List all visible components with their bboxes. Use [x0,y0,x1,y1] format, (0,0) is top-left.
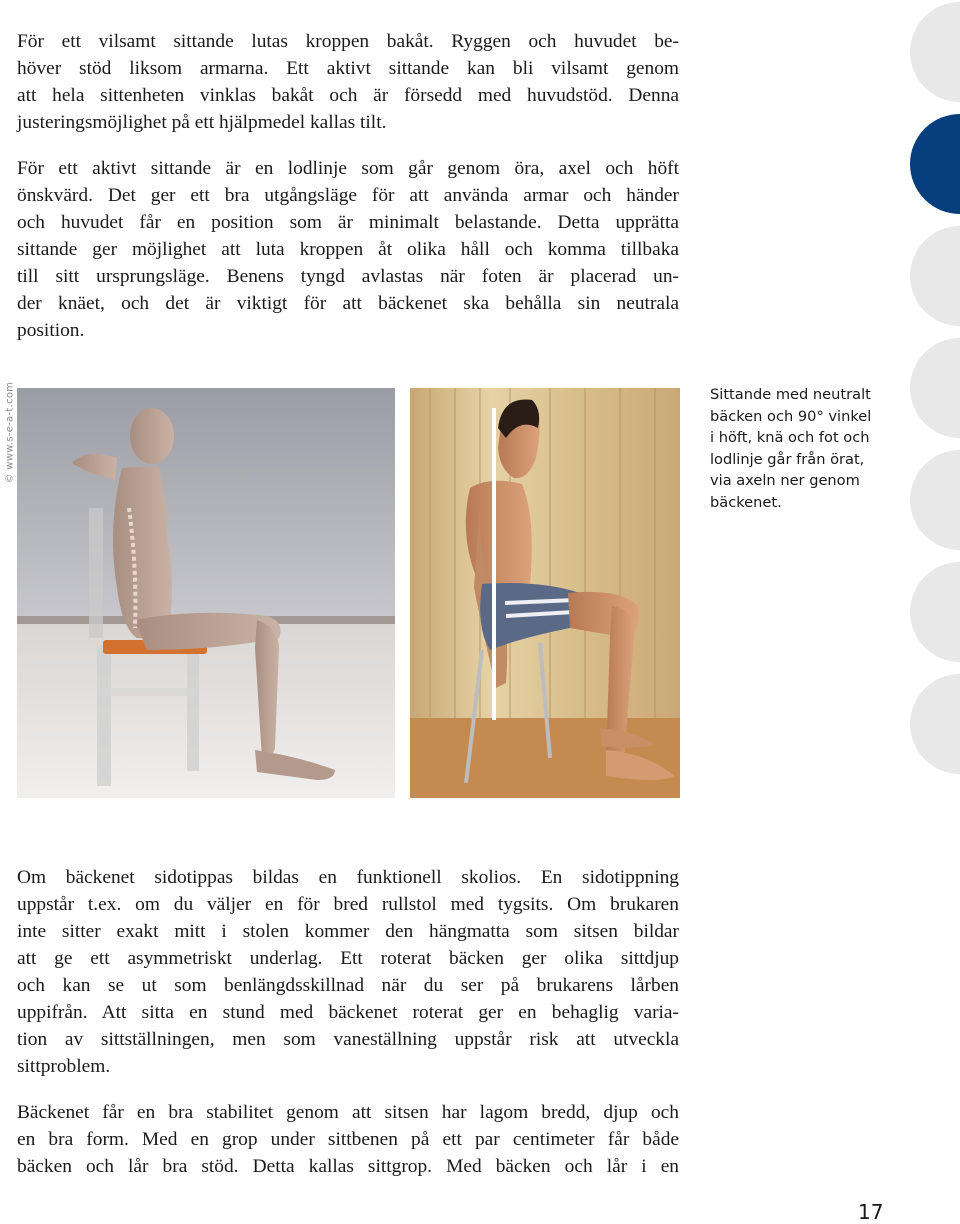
section-tab-4[interactable] [910,338,960,438]
caption-line: lodlinje går från örat, [710,450,865,468]
text-line: justeringsmöjlighet på ett hjälpmedel kallas tilt. [17,112,387,133]
text-line: att ge ett asymmetriskt underlag. Ett roterat bäcken ger olika sittdjup [17,948,679,969]
text-line: uppifrån. Att sitta en stund med bäckenet roterat ger en behaglig varia- [17,1002,679,1023]
section-tab-active[interactable] [910,114,960,214]
paragraph-active-sitting [17,155,679,344]
text-line: inte sitter exakt mitt i stolen kommer den hängmatta som sitsen bildar [17,921,679,942]
text-line: der knäet, och det är viktigt för att bäckenet ska behålla sin neutrala [17,293,679,314]
section-tab-3[interactable] [910,226,960,326]
text-line: och kan se ut som benlängdsskillnad när du ser på brukarens lårben [17,975,679,996]
text-line: till sitt ursprungsläge. Benens tyngd avlastas när foten är placerad un- [17,266,679,287]
text-line: en bra form. Med en grop under sittbenen på ett par centimeter får både [17,1129,679,1150]
text-line: För ett vilsamt sittande lutas kroppen bakåt. Ryggen och huvudet be- [17,31,679,52]
section-tab-1[interactable] [910,2,960,102]
image-caption [710,384,900,514]
seated-man-photo [410,388,680,798]
caption-line: bäcken och 90° vinkel [710,407,872,425]
text-line: sittproblem. [17,1056,111,1077]
skeleton-illustration [17,388,395,798]
text-line: önskvärd. Det ger ett bra utgångsläge för att använda armar och händer [17,185,679,206]
text-line: uppstår t.ex. om du väljer en för bred rullstol med tygsits. Om brukaren [17,894,679,915]
paragraph-stability [17,1099,679,1180]
section-tab-5[interactable] [910,450,960,550]
caption-line: i höft, knä och fot och [710,429,870,447]
text-line: och huvudet får en position som är minimalt belastande. Detta upprätta [17,212,679,233]
text-line: position. [17,320,85,341]
text-line: Bäckenet får en bra stabilitet genom att sitsen har lagom bredd, djup och [17,1102,679,1123]
caption-line: via axeln ner genom [710,472,860,490]
section-tab-7[interactable] [910,674,960,774]
text-line: höver stöd liksom armarna. Ett aktivt sittande kan bli vilsamt genom [17,58,679,79]
text-line: bäcken och lår bra stöd. Detta kallas sittgrop. Med bäcken och lår i en [17,1156,679,1177]
paragraph-scoliosis [17,864,679,1080]
text-line: tion av sittställningen, men som vaneställning uppstår risk att utveckla [17,1029,679,1050]
page-number: 17 [858,1200,884,1224]
text-line: För ett aktivt sittande är en lodlinje som går genom öra, axel och höft [17,158,679,179]
paragraph-tilt [17,28,679,136]
text-line: att hela sittenheten vinklas bakåt och är försedd med huvudstöd. Denna [17,85,679,106]
section-tab-6[interactable] [910,562,960,662]
caption-line: bäckenet. [710,493,782,511]
caption-line: Sittande med neutralt [710,386,871,403]
copyright-notice: © www.s-e-a-t.com [4,381,16,484]
text-line: sittande ger möjlighet att luta kroppen åt olika håll och komma tillbaka [17,239,679,260]
text-line: Om bäckenet sidotippas bildas en funktionell skolios. En sidotippning [17,867,679,888]
